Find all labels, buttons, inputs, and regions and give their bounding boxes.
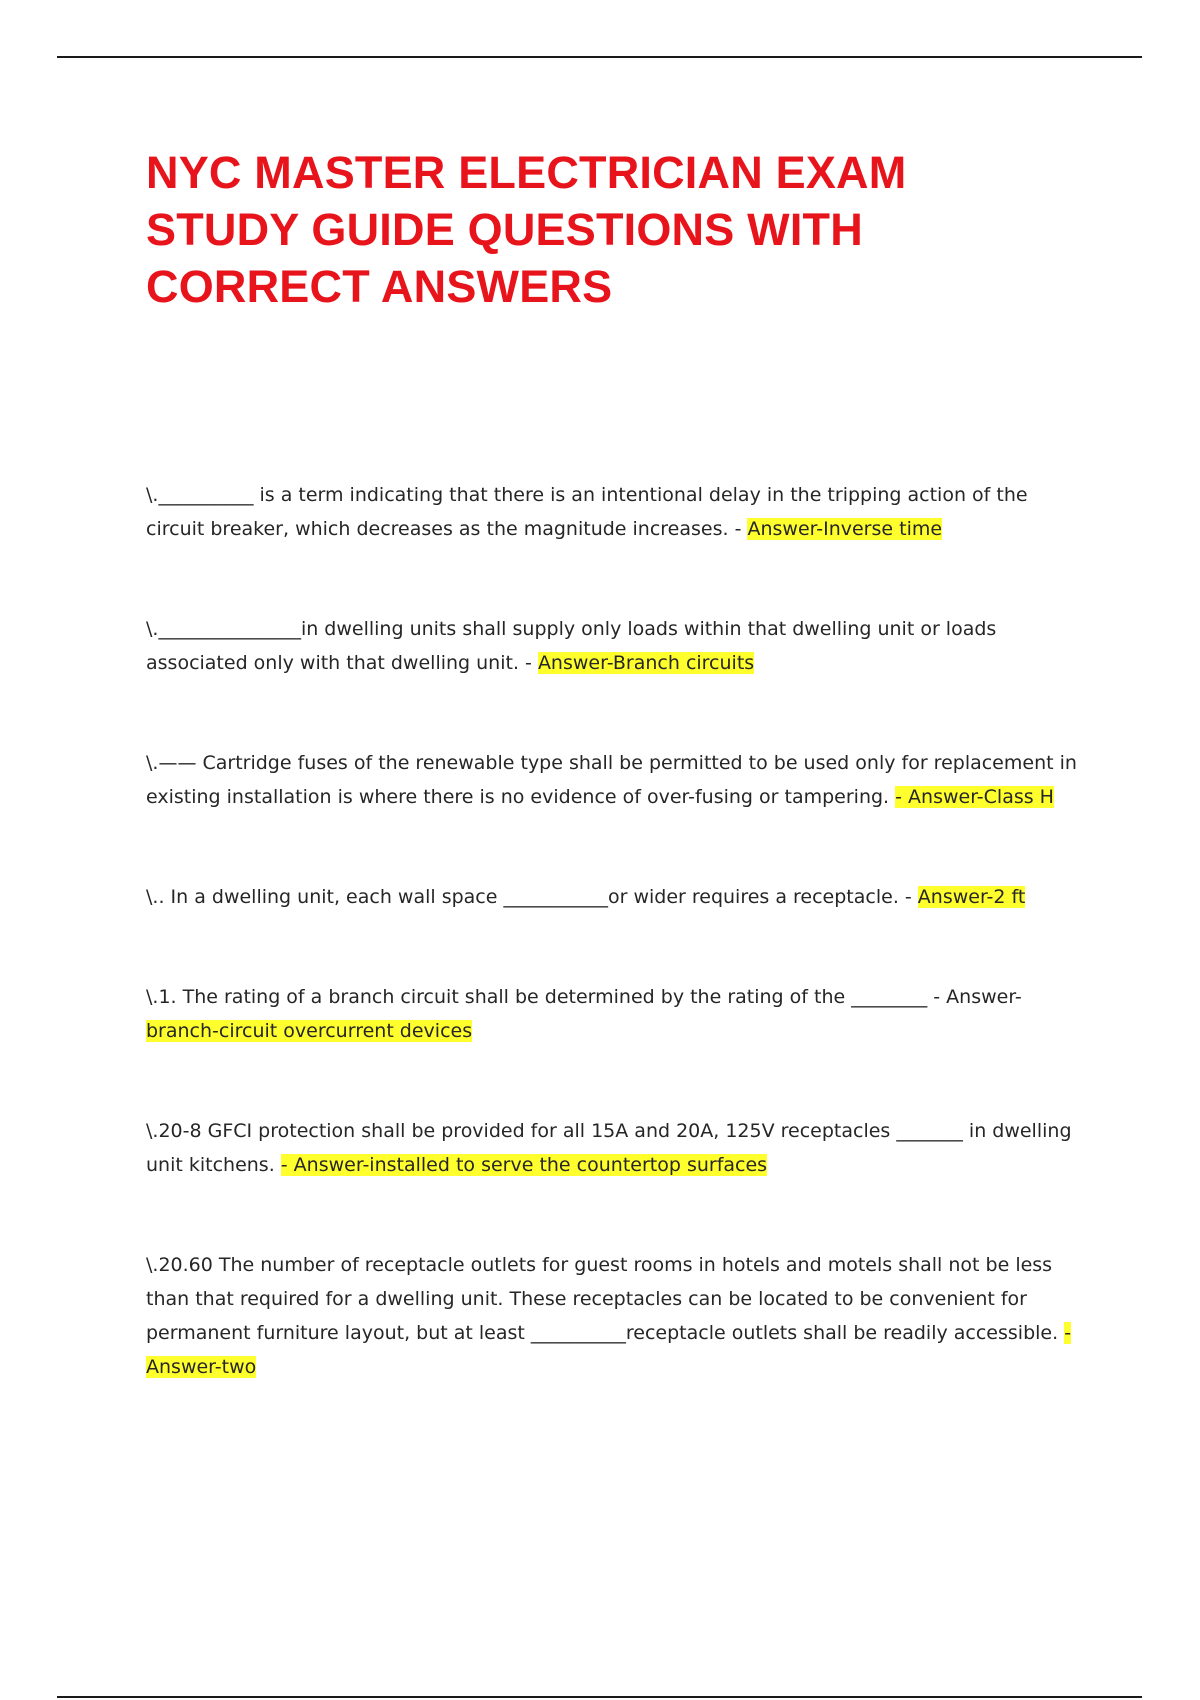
- question-item: [146, 746, 1086, 814]
- bottom-rule: [57, 1696, 1142, 1698]
- answer-highlight: Answer-Branch circuits: [537, 652, 755, 674]
- title-line: STUDY GUIDE QUESTIONS WITH: [146, 204, 863, 255]
- answer-highlight: Answer-Inverse time: [747, 518, 943, 540]
- answer-highlight: branch-circuit overcurrent devices: [146, 1020, 473, 1042]
- question-text: \.1. The rating of a branch circuit shall be determined by the rating of the ________ - Answer-: [146, 986, 1022, 1008]
- question-text: \.20.60 The number of receptacle outlets for guest rooms in hotels and motels shall not be less than that required for a dwelling unit. These receptacles can be located to be convenient for permanent furniture layout, but at least __________receptacle outlets shall be readily accessible.: [146, 1254, 1065, 1344]
- answer-highlight: Answer-2 ft: [917, 886, 1026, 908]
- question-item: [146, 1248, 1086, 1384]
- question-list: [146, 478, 1086, 1384]
- question-text: \.20-8 GFCI protection shall be provided for all 15A and 20A, 125V receptacles _______ in dwelling unit kitchens.: [146, 1120, 1072, 1176]
- title-line: NYC MASTER ELECTRICIAN EXAM: [146, 147, 907, 198]
- question-text: \.__________ is a term indicating that there is an intentional delay in the tripping action of the circuit breaker, which decreases as the magnitude increases. -: [146, 484, 1028, 540]
- question-item: [146, 980, 1086, 1048]
- question-item: [146, 1114, 1086, 1182]
- question-item: [146, 478, 1086, 546]
- question-item: [146, 880, 1086, 914]
- answer-highlight: - Answer-installed to serve the countertop surfaces: [280, 1154, 768, 1176]
- question-text: \.. In a dwelling unit, each wall space ___________or wider requires a receptacle. -: [146, 886, 918, 908]
- document-title: [146, 144, 1106, 315]
- question-text: \._______________in dwelling units shall supply only loads within that dwelling unit or loads associated only with that dwelling unit. -: [146, 618, 997, 674]
- answer-highlight: - Answer-Class H: [895, 786, 1054, 808]
- question-item: [146, 612, 1086, 680]
- title-line: CORRECT ANSWERS: [146, 261, 613, 312]
- answer-highlight: - Answer-two: [146, 1322, 1072, 1378]
- question-text: \.—— Cartridge fuses of the renewable type shall be permitted to be used only for replacement in existing installation is where there is no evidence of over-fusing or tampering.: [146, 752, 1077, 808]
- top-rule: [57, 56, 1142, 58]
